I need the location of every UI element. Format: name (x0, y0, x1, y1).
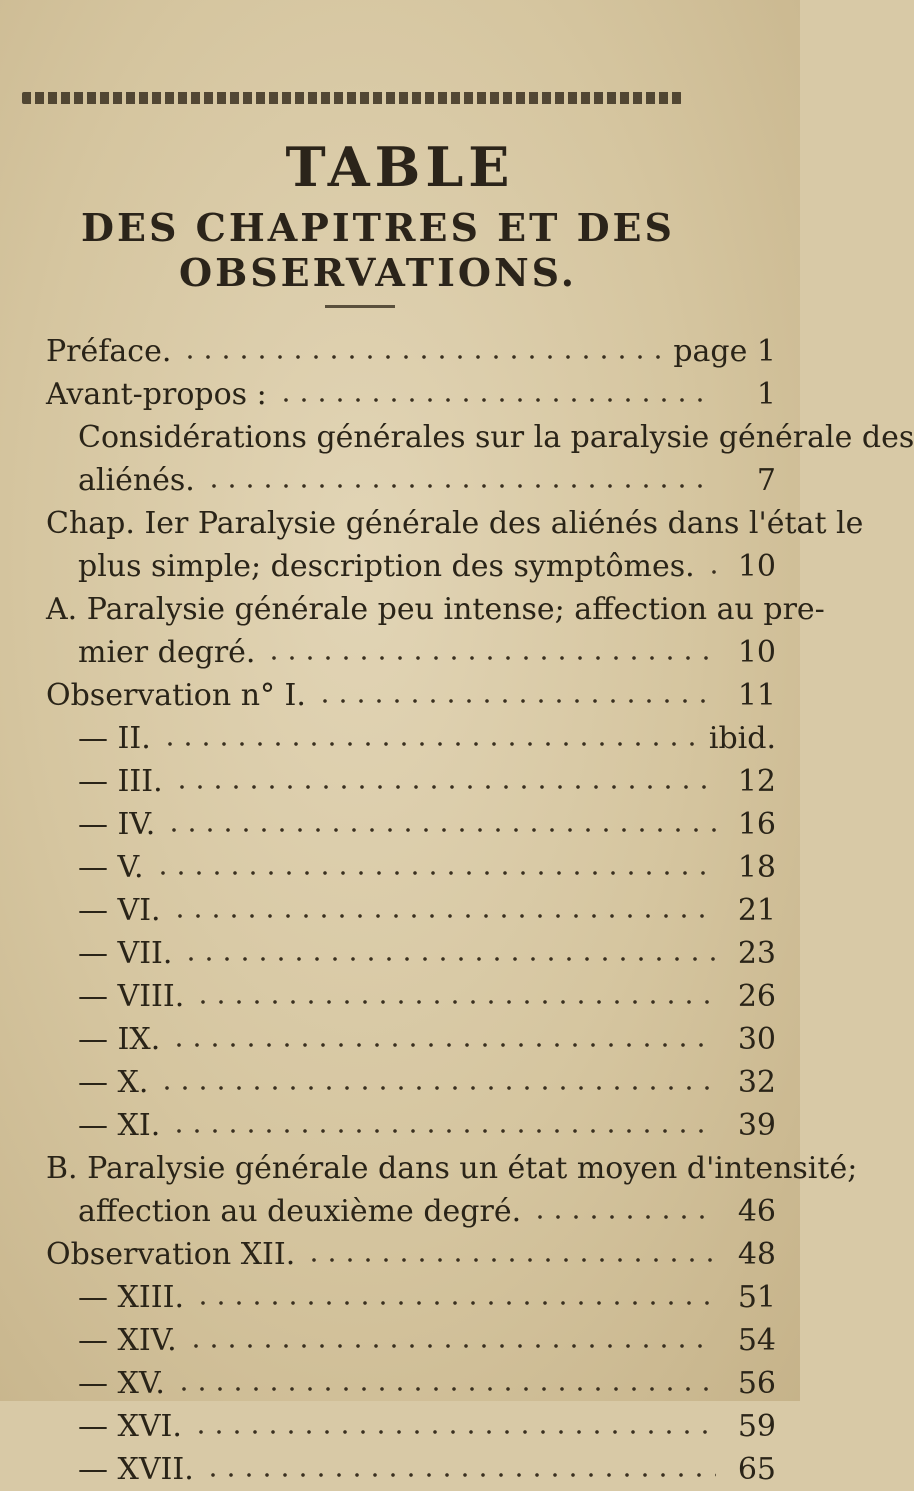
leader-dots (171, 913, 716, 919)
toc-entry-label: B. Paralysie générale dans un état moyen d'intensité; (46, 1151, 858, 1186)
toc-entry-label: — VI. (78, 893, 161, 928)
toc-entry-label: — VII. (78, 936, 173, 971)
toc-entry (46, 975, 776, 1018)
toc-entry-page: 16 (737, 807, 776, 842)
toc-entry-page: ibid. (708, 721, 776, 756)
ornamental-rule (22, 92, 682, 104)
toc-entry-label: affection au deuxième degré. (78, 1194, 522, 1229)
toc-entry (46, 373, 776, 416)
toc-entry-label: — XIII. (78, 1280, 184, 1315)
toc-entry-label: — III. (78, 764, 163, 799)
toc-entry (46, 932, 776, 975)
toc-entry (46, 1405, 776, 1448)
toc-entry-page: 18 (737, 850, 776, 885)
toc-entry-label: — II. (78, 721, 151, 756)
toc-entry (46, 1362, 776, 1405)
toc-entry (46, 588, 825, 631)
toc-entry (46, 1319, 776, 1362)
toc-entry (46, 1104, 776, 1147)
toc-entry (46, 459, 776, 502)
leader-dots (305, 1257, 716, 1263)
toc-entry-page: 7 (756, 463, 776, 498)
toc-entry (46, 330, 776, 373)
toc-entry-page: 1 (756, 377, 776, 412)
toc-entry-label: — XIV. (78, 1323, 177, 1358)
toc-entry-label: Chap. Ier Paralysie générale des aliénés dans l'état le (46, 506, 864, 541)
toc-entry-label: mier degré. (78, 635, 256, 670)
table-of-contents (46, 330, 914, 1491)
leader-dots (158, 1085, 716, 1091)
leader-dots (194, 999, 716, 1005)
toc-entry (46, 1190, 776, 1233)
toc-entry (46, 1018, 776, 1061)
toc-entry-page: 10 (737, 549, 776, 584)
leader-dots (181, 354, 663, 360)
leader-dots (316, 698, 716, 704)
toc-entry-page: 65 (737, 1452, 776, 1487)
toc-entry-label: A. Paralysie générale peu intense; affection au pre- (46, 592, 825, 627)
leader-dots (205, 483, 716, 489)
toc-entry-page: 59 (737, 1409, 776, 1444)
divider-rule (325, 305, 395, 308)
toc-entry-label: — X. (78, 1065, 149, 1100)
toc-entry (46, 1147, 858, 1190)
toc-entry-page: 54 (737, 1323, 776, 1358)
toc-entry-page: 48 (737, 1237, 776, 1272)
leader-dots (154, 870, 717, 876)
leader-dots (170, 1128, 716, 1134)
toc-entry-page: 39 (737, 1108, 776, 1143)
toc-entry-label: Préface. (46, 334, 172, 369)
toc-entry (46, 717, 776, 760)
toc-entry-page: 51 (737, 1280, 776, 1315)
toc-entry (46, 674, 776, 717)
toc-entry-page: page 1 (673, 334, 776, 369)
toc-entry-page: 30 (737, 1022, 776, 1057)
toc-entry-page: 23 (737, 936, 776, 971)
toc-entry (46, 889, 776, 932)
toc-entry-label: — IV. (78, 807, 156, 842)
leader-dots (705, 569, 716, 575)
leader-dots (165, 827, 716, 833)
toc-entry (46, 1233, 776, 1276)
toc-entry-label: — IX. (78, 1022, 161, 1057)
toc-entry-page: 11 (737, 678, 776, 713)
leader-dots (531, 1214, 716, 1220)
toc-entry (46, 760, 776, 803)
toc-entry-label: — XV. (78, 1366, 165, 1401)
toc-entry (46, 846, 776, 889)
toc-entry-page: 12 (737, 764, 776, 799)
toc-entry-label: Considérations générales sur la paralysie générale des (78, 420, 914, 455)
toc-entry-label: Observation XII. (46, 1237, 296, 1272)
toc-entry-page: 21 (737, 893, 776, 928)
toc-entry-page: 32 (737, 1065, 776, 1100)
toc-entry (46, 502, 864, 545)
toc-entry (46, 545, 776, 588)
leader-dots (277, 397, 716, 403)
toc-entry (46, 416, 914, 459)
toc-entry-page: 10 (737, 635, 776, 670)
leader-dots (192, 1429, 716, 1435)
page-subtitle: DES CHAPITRES ET DES OBSERVATIONS. (81, 205, 675, 295)
leader-dots (187, 1343, 716, 1349)
toc-entry (46, 631, 776, 674)
toc-entry-label: plus simple; description des symptômes. (78, 549, 695, 584)
leader-dots (170, 1042, 716, 1048)
toc-entry-label: — XVI. (78, 1409, 182, 1444)
toc-entry (46, 1448, 776, 1491)
toc-entry (46, 1061, 776, 1104)
leader-dots (265, 655, 716, 661)
page-title: TABLE (285, 135, 515, 199)
leader-dots (175, 1386, 716, 1392)
toc-entry (46, 1276, 776, 1319)
toc-entry-label: Observation n° I. (46, 678, 306, 713)
leader-dots (204, 1472, 716, 1478)
toc-entry (46, 803, 776, 846)
toc-entry-label: aliénés. (78, 463, 195, 498)
toc-entry-label: Avant-propos : (46, 377, 267, 412)
toc-entry-label: — VIII. (78, 979, 185, 1014)
toc-entry-label: — V. (78, 850, 144, 885)
leader-dots (194, 1300, 716, 1306)
toc-entry-label: — XI. (78, 1108, 161, 1143)
toc-entry-page: 56 (737, 1366, 776, 1401)
toc-entry-page: 26 (737, 979, 776, 1014)
leader-dots (161, 741, 699, 747)
leader-dots (173, 784, 716, 790)
leader-dots (182, 956, 716, 962)
toc-entry-page: 46 (737, 1194, 776, 1229)
toc-entry-label: — XVII. (78, 1452, 194, 1487)
